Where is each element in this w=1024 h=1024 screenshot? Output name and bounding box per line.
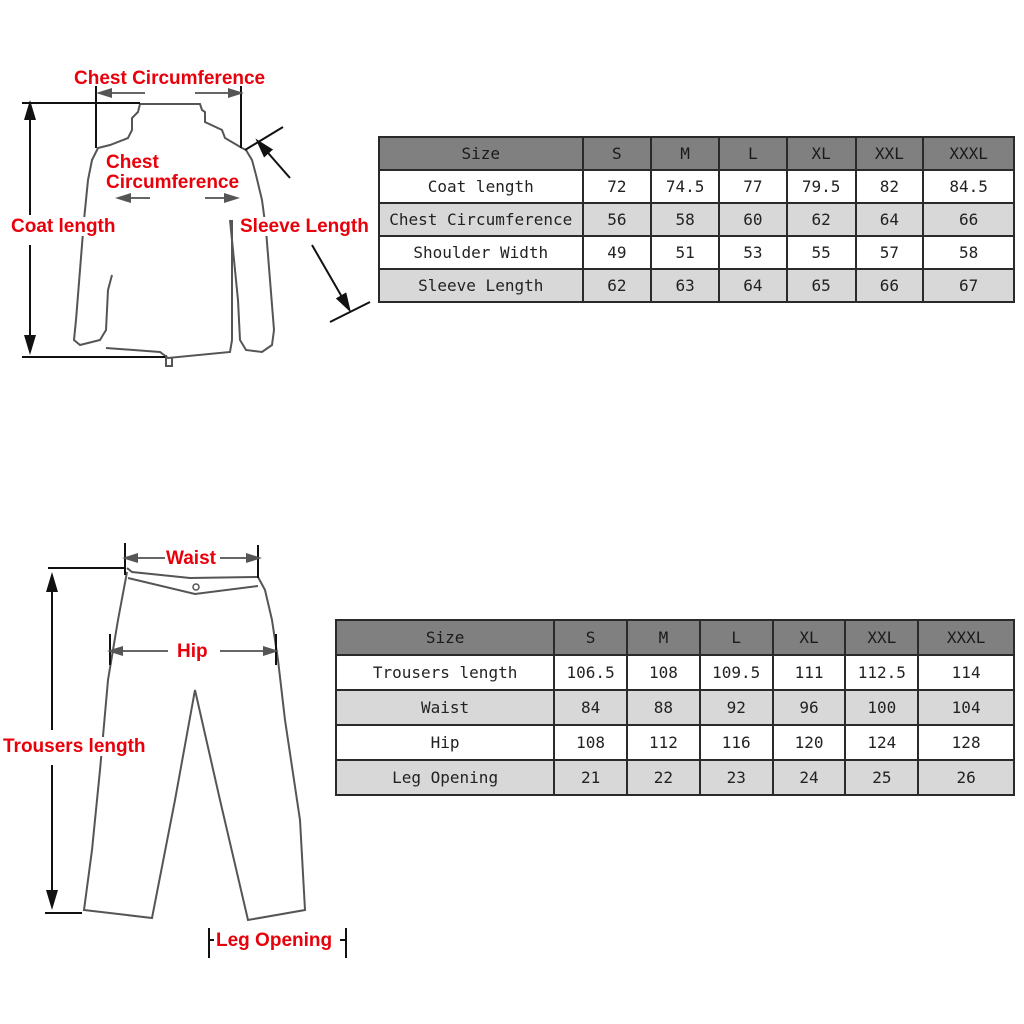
header-cell: S: [554, 620, 627, 655]
table-cell: 57: [856, 236, 924, 269]
table-cell: 25: [845, 760, 918, 795]
table-cell: 128: [918, 725, 1014, 760]
table-cell: 116: [700, 725, 773, 760]
table-row: [379, 203, 1014, 236]
table-cell: 67: [923, 269, 1014, 302]
table-cell: 60: [719, 203, 787, 236]
table-cell: 72: [583, 170, 652, 203]
row-label: Trousers length: [336, 655, 554, 690]
row-label: Hip: [336, 725, 554, 760]
header-cell: XXL: [845, 620, 918, 655]
table-cell: 23: [700, 760, 773, 795]
header-cell: L: [700, 620, 773, 655]
header-cell: L: [719, 137, 787, 170]
table-cell: 58: [651, 203, 719, 236]
header-cell: XXL: [856, 137, 924, 170]
header-cell: XXXL: [923, 137, 1014, 170]
table-row: [336, 690, 1014, 725]
table-cell: 62: [583, 269, 652, 302]
header-cell: XL: [787, 137, 856, 170]
header-cell: Size: [379, 137, 583, 170]
table-cell: 58: [923, 236, 1014, 269]
header-cell: S: [583, 137, 652, 170]
table-cell: 109.5: [700, 655, 773, 690]
table-cell: 111: [773, 655, 846, 690]
table-cell: 55: [787, 236, 856, 269]
table-cell: 66: [923, 203, 1014, 236]
table-cell: 62: [787, 203, 856, 236]
row-label: Shoulder Width: [379, 236, 583, 269]
table-cell: 65: [787, 269, 856, 302]
coat-size-table: [378, 136, 1015, 303]
row-label: Sleeve Length: [379, 269, 583, 302]
table-cell: 56: [583, 203, 652, 236]
table-row: [336, 760, 1014, 795]
table-cell: 64: [719, 269, 787, 302]
table-cell: 21: [554, 760, 627, 795]
trousers-length-label: Trousers length: [3, 736, 146, 757]
coat-chest-label-top: Chest Circumference: [74, 68, 266, 89]
table-cell: 108: [554, 725, 627, 760]
table-cell: 112.5: [845, 655, 918, 690]
table-cell: 63: [651, 269, 719, 302]
hip-label: Hip: [177, 641, 208, 662]
coat-chest-label-mid-2: Circumference: [106, 172, 240, 193]
trousers-size-table: [335, 619, 1015, 796]
table-row: [336, 655, 1014, 690]
waist-label: Waist: [166, 548, 216, 569]
table-cell: 84: [554, 690, 627, 725]
header-cell: M: [651, 137, 719, 170]
table-cell: 114: [918, 655, 1014, 690]
row-label: Coat length: [379, 170, 583, 203]
table-cell: 92: [700, 690, 773, 725]
table-cell: 106.5: [554, 655, 627, 690]
table-cell: 100: [845, 690, 918, 725]
table-cell: 53: [719, 236, 787, 269]
table-cell: 120: [773, 725, 846, 760]
coat-chest-label-mid-1: Chest: [106, 152, 159, 173]
header-cell: M: [627, 620, 700, 655]
table-cell: 112: [627, 725, 700, 760]
table-cell: 26: [918, 760, 1014, 795]
row-label: Waist: [336, 690, 554, 725]
row-label: Leg Opening: [336, 760, 554, 795]
table-cell: 108: [627, 655, 700, 690]
table-cell: 96: [773, 690, 846, 725]
row-label: Chest Circumference: [379, 203, 583, 236]
coat-length-label: Coat length: [11, 216, 116, 237]
table-cell: 82: [856, 170, 924, 203]
table-row: [379, 170, 1014, 203]
table-cell: 77: [719, 170, 787, 203]
table-cell: 49: [583, 236, 652, 269]
table-row: [379, 236, 1014, 269]
table-cell: 104: [918, 690, 1014, 725]
table-cell: 51: [651, 236, 719, 269]
table-cell: 88: [627, 690, 700, 725]
table-cell: 24: [773, 760, 846, 795]
table-row: [336, 725, 1014, 760]
table-cell: 66: [856, 269, 924, 302]
header-cell: Size: [336, 620, 554, 655]
table-cell: 84.5: [923, 170, 1014, 203]
trousers-table-header-row: [336, 620, 1014, 655]
header-cell: XL: [773, 620, 846, 655]
leg-opening-label: Leg Opening: [216, 930, 333, 951]
coat-table-header-row: [379, 137, 1014, 170]
table-row: [379, 269, 1014, 302]
table-cell: 64: [856, 203, 924, 236]
table-cell: 22: [627, 760, 700, 795]
header-cell: XXXL: [918, 620, 1014, 655]
table-cell: 79.5: [787, 170, 856, 203]
table-cell: 74.5: [651, 170, 719, 203]
table-cell: 124: [845, 725, 918, 760]
sleeve-length-label: Sleeve Length: [240, 216, 369, 237]
